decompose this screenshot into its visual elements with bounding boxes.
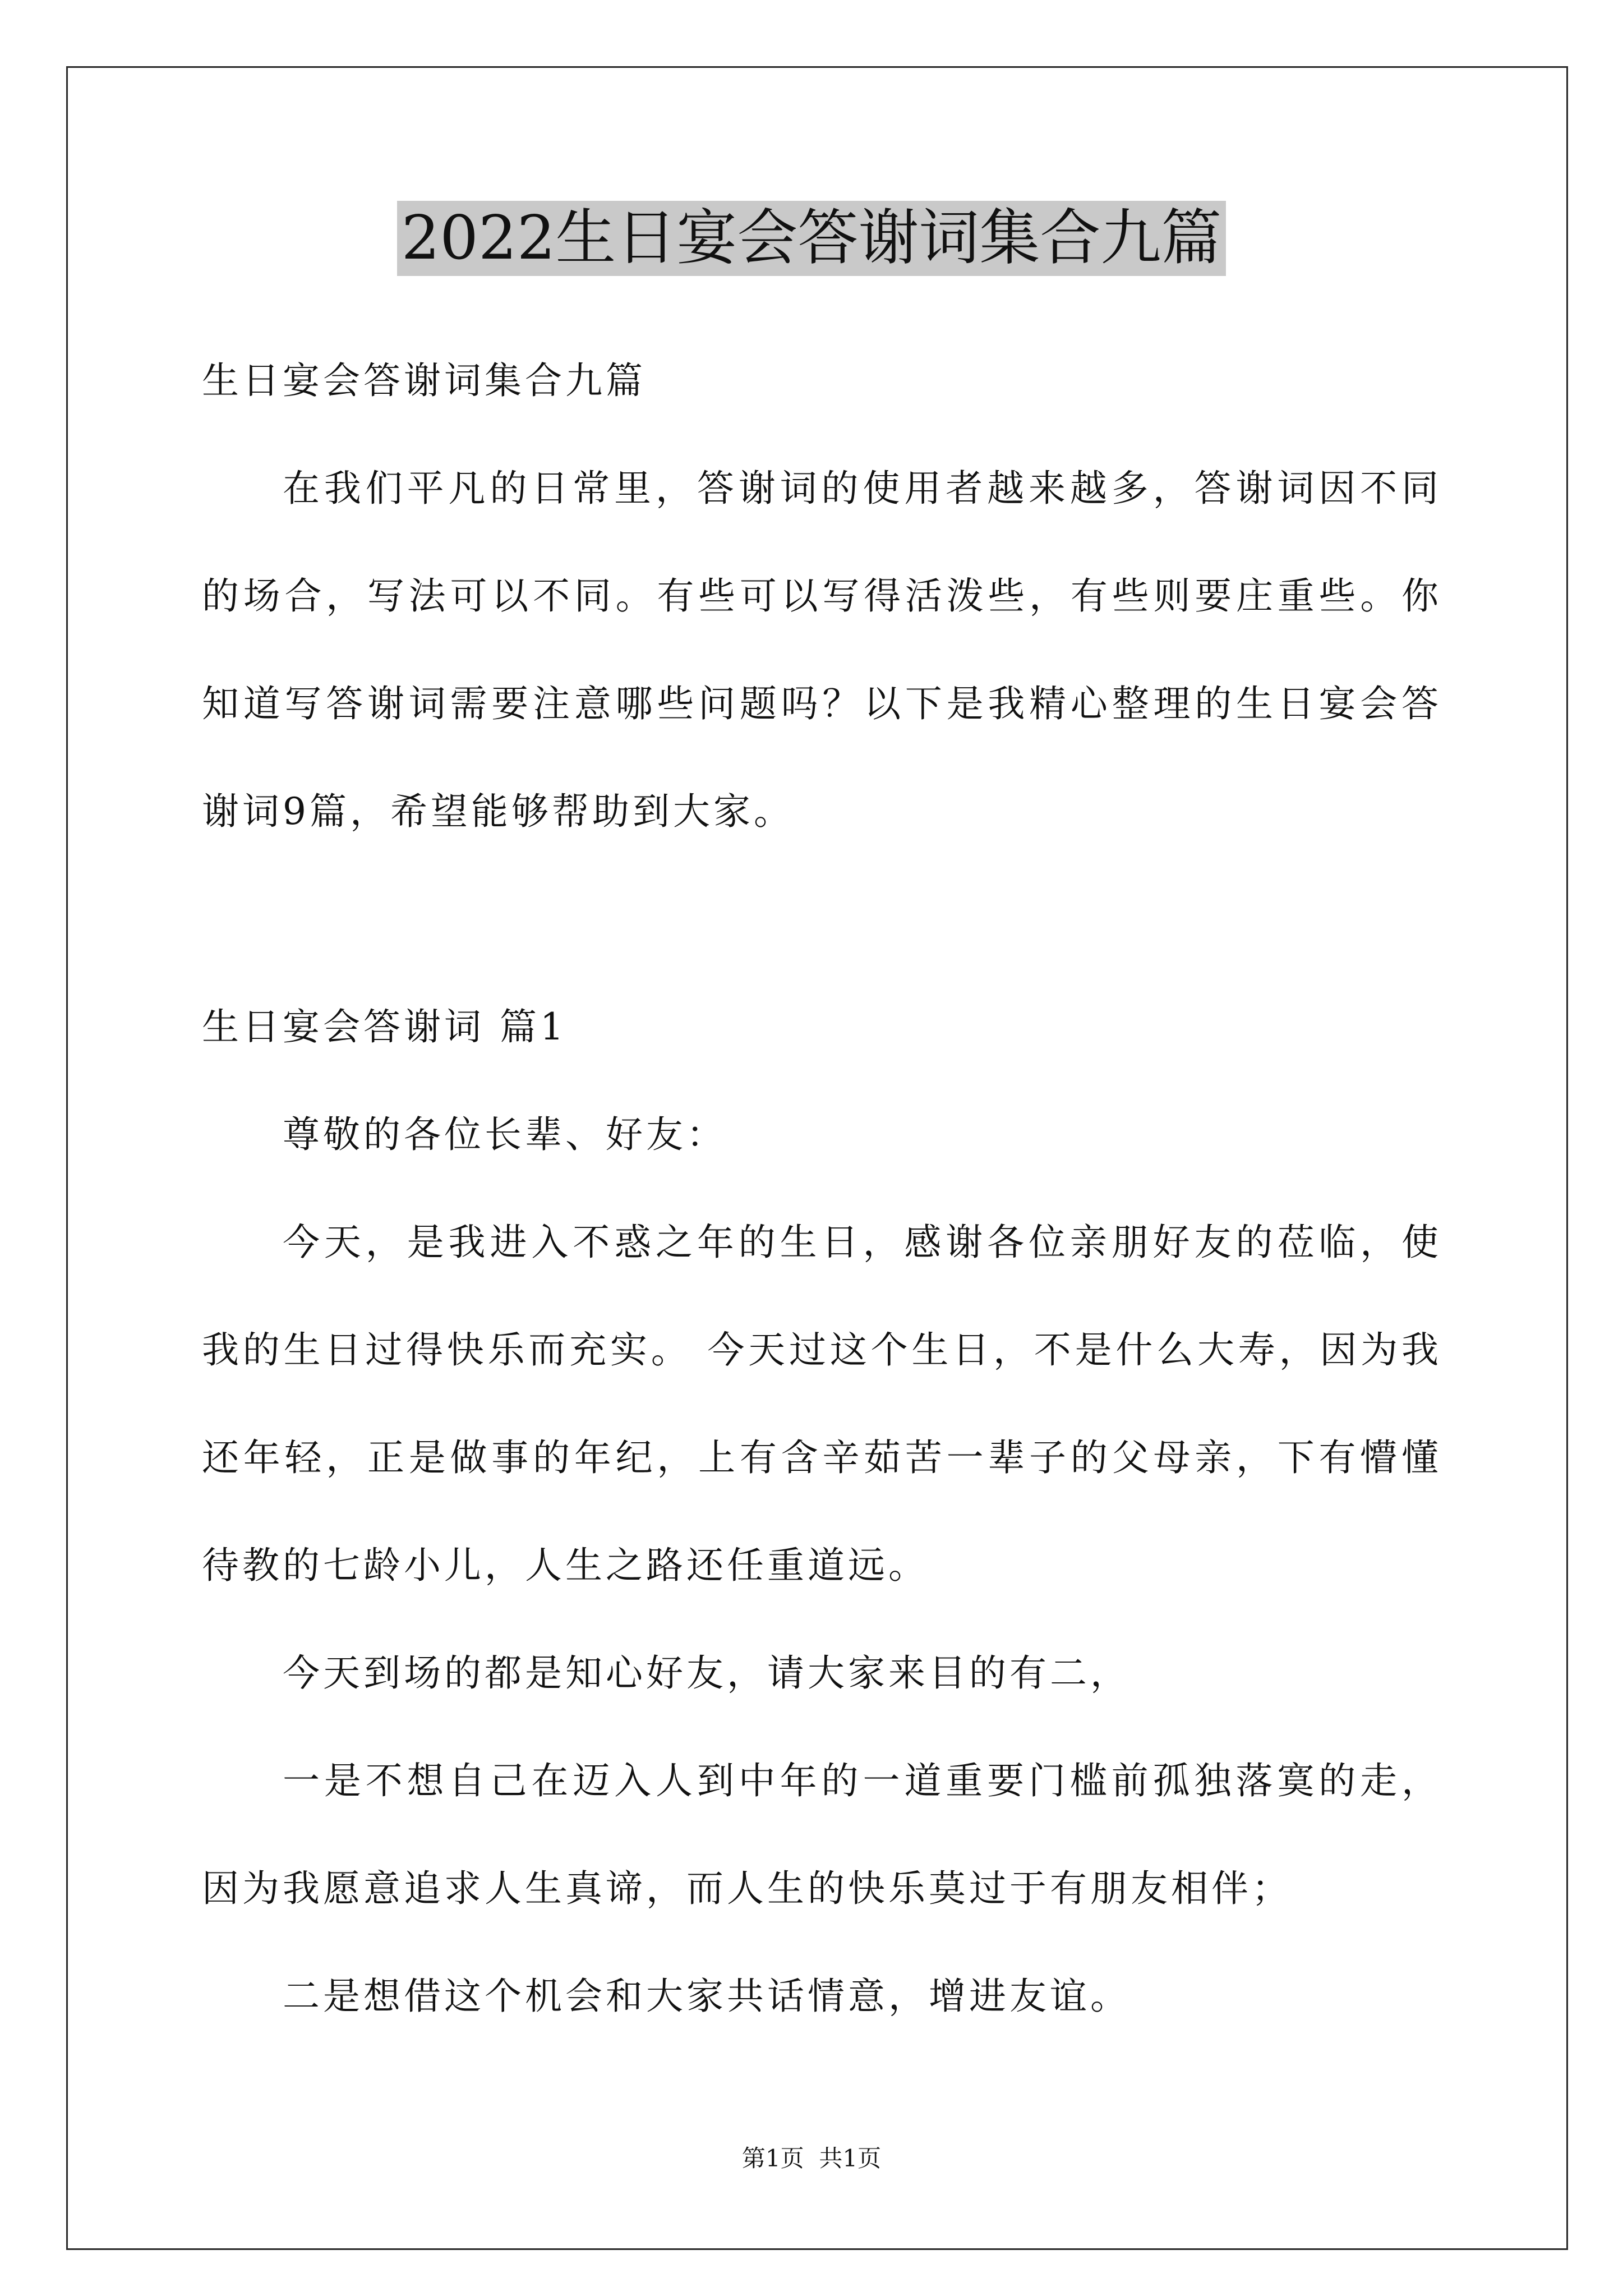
paragraph-line: 在我们平凡的日常里，答谢词的使用者越来越多，答谢词因不同 (283, 467, 1438, 510)
title-row (0, 201, 1623, 276)
document-body (202, 327, 1438, 2050)
paragraph-line: 一是不想自己在迈入人到中年的一道重要门槛前孤独落寞的走， (283, 1759, 1438, 1802)
paragraph-line: 的场合，写法可以不同。有些可以写得活泼些，有些则要庄重些。你 (202, 574, 1438, 618)
paragraph-line: 今天，是我进入不惑之年的生日，感谢各位亲朋好友的莅临，使 (283, 1221, 1438, 1264)
paragraph-line: 尊敬的各位长辈、好友： (283, 1113, 727, 1156)
paragraph-line: 我的生日过得快乐而充实。 今天过这个生日，不是什么大寿，因为我 (202, 1328, 1438, 1372)
paragraph-line: 知道写答谢词需要注意哪些问题吗？以下是我精心整理的生日宴会答 (202, 682, 1438, 725)
page-footer: 第1页 共1页 (741, 2145, 882, 2172)
paragraph-line: 今天到场的都是知心好友，请大家来目的有二， (283, 1651, 1131, 1695)
document-title: 2022生日宴会答谢词集合九篇 (397, 201, 1227, 276)
paragraph-line: 谢词9篇，希望能够帮助到大家。 (202, 790, 794, 833)
paragraph (202, 1619, 1438, 1727)
paragraph-line: 因为我愿意追求人生真谛，而人生的快乐莫过于有朋友相伴； (202, 1867, 1292, 1910)
paragraph-salutation (202, 1081, 1438, 1189)
paragraph-line: 二是想借这个机会和大家共话情意，增进友谊。 (283, 1975, 1131, 2018)
paragraph (202, 1189, 1438, 1619)
paragraph (202, 1727, 1438, 1943)
document-subtitle: 生日宴会答谢词集合九篇 (202, 359, 646, 402)
paragraph-line: 待教的七龄小儿，人生之路还任重道远。 (202, 1544, 929, 1587)
section-heading: 生日宴会答谢词 篇1 (202, 1005, 567, 1048)
paragraph-line: 还年轻，正是做事的年纪，上有含辛茹苦一辈子的父母亲，下有懵懂 (202, 1436, 1438, 1479)
paragraph (202, 1943, 1438, 2050)
intro-paragraph (202, 435, 1438, 866)
